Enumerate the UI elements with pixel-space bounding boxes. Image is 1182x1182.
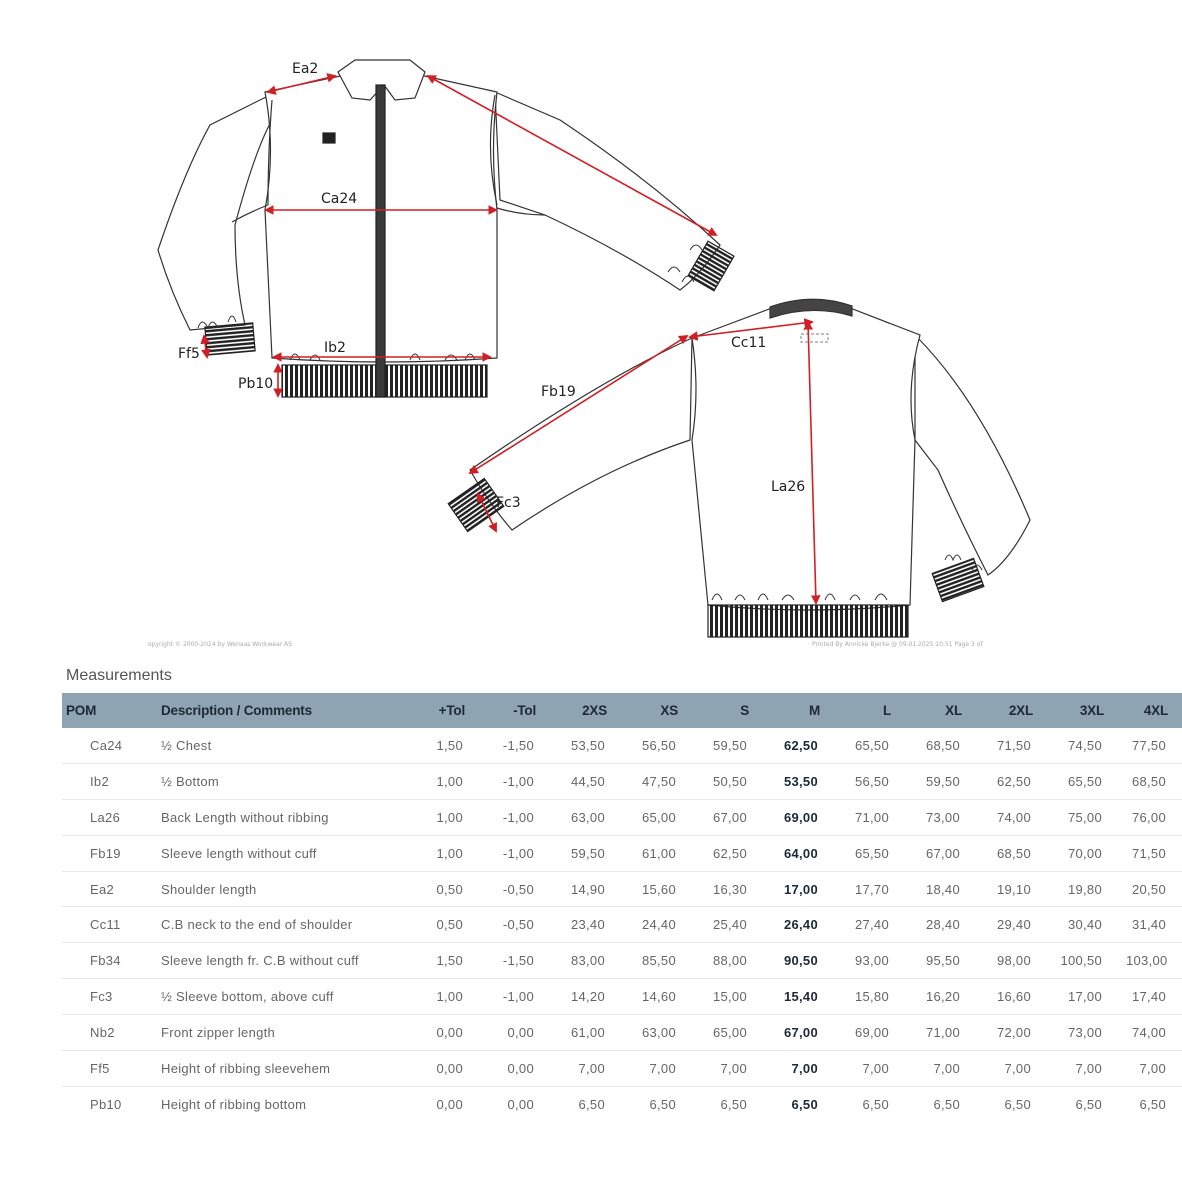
table-row <box>62 907 1182 943</box>
measurement-value: 65,00 <box>625 799 696 835</box>
measurement-value: 6,50 <box>578 1096 605 1112</box>
measurement-value: 26,40 <box>767 907 838 943</box>
description: Sleeve length without cuff <box>157 835 412 871</box>
measurement-value: 65,50 <box>838 728 909 763</box>
measurement-value: 29,40 <box>980 907 1051 943</box>
measurement-value: 63,00 <box>625 1015 696 1051</box>
measurement-value: -1,50 <box>483 943 554 979</box>
measurement-value: 1,00 <box>412 979 483 1015</box>
measurement-value: 16,30 <box>696 871 767 907</box>
label-pb10: Pb10 <box>238 376 274 392</box>
measurement-value: 77,50 <box>1122 728 1182 763</box>
measurement-value: 64,00 <box>767 835 838 871</box>
measurement-value: 90,50 <box>767 943 838 979</box>
measurement-value: 7,00 <box>909 1051 980 1087</box>
column-header: L <box>882 703 891 718</box>
table-row <box>62 1051 1182 1087</box>
measurement-value: 75,00 <box>1051 799 1122 835</box>
measurement-value: 16,20 <box>909 979 980 1015</box>
measurement-value: 7,00 <box>625 1051 696 1087</box>
measurement-value: 47,50 <box>625 763 696 799</box>
measurement-value: 85,50 <box>625 943 696 979</box>
measurement-value: 7,00 <box>980 1051 1051 1087</box>
measurement-value: 24,40 <box>625 907 696 943</box>
measurement-value: 6,50 <box>1139 1096 1166 1112</box>
measurement-value: 70,00 <box>1051 835 1122 871</box>
measurement-value: 17,00 <box>767 871 838 907</box>
measurement-value: 53,50 <box>554 728 625 763</box>
pom-code: Nb2 <box>62 1015 157 1051</box>
measurement-value: 0,50 <box>412 871 483 907</box>
measurement-value: 0,00 <box>483 1051 554 1087</box>
measurement-value: 68,50 <box>909 728 980 763</box>
measurement-value: -0,50 <box>483 871 554 907</box>
measurement-value: 56,50 <box>625 728 696 763</box>
measurement-value: 93,00 <box>838 943 909 979</box>
table-row <box>62 943 1182 979</box>
measurement-value: 7,00 <box>838 1051 909 1087</box>
measurement-value: 1,00 <box>412 835 483 871</box>
measurement-value: 7,00 <box>1051 1051 1122 1087</box>
measurement-value: 73,00 <box>909 799 980 835</box>
column-header: XL <box>945 703 962 718</box>
measurement-value: 15,00 <box>696 979 767 1015</box>
pom-code: Fb34 <box>62 943 157 979</box>
pom-code: Ca24 <box>62 728 157 763</box>
measurement-value: 56,50 <box>838 763 909 799</box>
measurement-value: 65,50 <box>1051 763 1122 799</box>
measurement-value: 0,00 <box>436 1096 463 1112</box>
measurement-value: 50,50 <box>696 763 767 799</box>
measurement-value: 71,00 <box>838 799 909 835</box>
table-row <box>62 799 1182 835</box>
measurement-value: 18,40 <box>909 871 980 907</box>
measurement-value: -0,50 <box>483 907 554 943</box>
label-fb19: Fb19 <box>541 384 576 400</box>
column-header: S <box>740 703 749 718</box>
description: Sleeve length fr. C.B without cuff <box>157 943 412 979</box>
measurements-body <box>62 728 1182 1122</box>
measurement-value: 14,90 <box>554 871 625 907</box>
measurement-value: 67,00 <box>696 799 767 835</box>
description: ½ Sleeve bottom, above cuff <box>157 979 412 1015</box>
label-ea2: Ea2 <box>292 61 319 77</box>
measurement-value: 61,00 <box>554 1015 625 1051</box>
description: ½ Bottom <box>157 763 412 799</box>
description: Front zipper length <box>157 1015 412 1051</box>
measurement-value: 7,00 <box>554 1051 625 1087</box>
pom-code: Cc11 <box>62 907 157 943</box>
back-right-sleeve <box>915 335 1030 575</box>
measurement-value: -1,00 <box>483 799 554 835</box>
measurement-value: 28,40 <box>909 907 980 943</box>
measurement-value: 67,00 <box>767 1015 838 1051</box>
measurement-value: -1,00 <box>483 979 554 1015</box>
table-row <box>62 1015 1182 1051</box>
measurements-title: Measurements <box>66 667 172 684</box>
description: Shoulder length <box>157 871 412 907</box>
table-row <box>62 979 1182 1015</box>
column-header: 2XS <box>582 703 607 718</box>
measurements-header-row <box>62 693 1182 728</box>
column-header: POM <box>66 703 97 718</box>
back-body <box>692 308 920 610</box>
description: Height of ribbing sleevehem <box>157 1051 412 1087</box>
column-header: +Tol <box>438 703 465 718</box>
measurement-value: 68,50 <box>980 835 1051 871</box>
measurement-value: 59,50 <box>909 763 980 799</box>
front-left-cuff <box>205 323 255 355</box>
measurement-value: 6,50 <box>1075 1096 1102 1112</box>
measurement-value: 0,00 <box>412 1051 483 1087</box>
pom-code: Ib2 <box>62 763 157 799</box>
measurement-value: 20,50 <box>1122 871 1182 907</box>
column-header: 4XL <box>1143 703 1168 718</box>
table-row <box>62 871 1182 907</box>
measurement-value: 76,00 <box>1122 799 1182 835</box>
measurement-value: 62,50 <box>980 763 1051 799</box>
measurement-value: 62,50 <box>696 835 767 871</box>
measurement-value: 14,20 <box>554 979 625 1015</box>
measurement-value: 73,00 <box>1051 1015 1122 1051</box>
measurement-value: 88,00 <box>696 943 767 979</box>
measurement-value: 71,50 <box>980 728 1051 763</box>
measurement-value: 71,00 <box>909 1015 980 1051</box>
sketch-footer-right: Printed By Annicke Bjerke @ 09.01.2025 10:51 Page 3 of <box>812 641 983 648</box>
table-row <box>62 728 1182 763</box>
measurement-value: 103,00 <box>1122 943 1182 979</box>
pom-code: La26 <box>62 799 157 835</box>
column-header: M <box>808 703 820 718</box>
measurement-value: 1,50 <box>412 728 483 763</box>
column-header: 3XL <box>1079 703 1104 718</box>
measurement-value: 6,50 <box>649 1096 676 1112</box>
measurement-value: 0,50 <box>412 907 483 943</box>
measurement-value: 19,80 <box>1051 871 1122 907</box>
measurement-value: 69,00 <box>767 799 838 835</box>
measurement-value: 17,40 <box>1122 979 1182 1015</box>
measurement-value: 15,40 <box>767 979 838 1015</box>
measurement-value: 74,50 <box>1051 728 1122 763</box>
measurement-value: 0,00 <box>483 1015 554 1051</box>
measurement-value: 0,00 <box>412 1015 483 1051</box>
measurement-value: -1,00 <box>483 763 554 799</box>
measurement-value: 74,00 <box>1122 1015 1182 1051</box>
back-hem-ribbing <box>708 605 908 637</box>
column-header: XS <box>660 703 678 718</box>
column-header: Description / Comments <box>161 703 312 718</box>
measurement-value: 62,50 <box>767 728 838 763</box>
pom-code: Fc3 <box>62 979 157 1015</box>
label-cc11: Cc11 <box>731 335 767 351</box>
label-ff5: Ff5 <box>178 346 200 362</box>
pom-code: Ff5 <box>62 1051 157 1087</box>
description: ½ Chest <box>157 728 412 763</box>
measurement-value: 83,00 <box>554 943 625 979</box>
description: Height of ribbing bottom <box>161 1096 307 1112</box>
column-header: -Tol <box>513 703 536 718</box>
measurement-value: 1,00 <box>412 763 483 799</box>
measurement-value: 1,00 <box>412 799 483 835</box>
measurement-value: -1,00 <box>483 835 554 871</box>
measurement-value: 61,00 <box>625 835 696 871</box>
measurement-value: 6,50 <box>720 1096 747 1112</box>
measurement-value: 67,00 <box>909 835 980 871</box>
measurement-value: 63,00 <box>554 799 625 835</box>
measurement-value: 23,40 <box>554 907 625 943</box>
description: C.B neck to the end of shoulder <box>157 907 412 943</box>
front-view <box>158 60 734 397</box>
measurement-value: 95,50 <box>909 943 980 979</box>
measurement-value: 14,60 <box>625 979 696 1015</box>
measurement-value: 44,50 <box>554 763 625 799</box>
measurement-value: 7,00 <box>767 1051 838 1087</box>
measurement-value: 15,60 <box>625 871 696 907</box>
measurement-value: 53,50 <box>767 763 838 799</box>
description: Back Length without ribbing <box>157 799 412 835</box>
measurement-value: 65,50 <box>838 835 909 871</box>
front-right-sleeve <box>495 92 720 290</box>
sketch-footer-left: opyright © 2000-2024 by Wenaas Workwear AS <box>148 641 293 648</box>
label-fc3: Fc3 <box>496 495 521 511</box>
measurement-value: 59,50 <box>696 728 767 763</box>
measurement-value: -1,50 <box>483 728 554 763</box>
pom-code: Pb10 <box>90 1096 122 1112</box>
measurement-value: 65,00 <box>696 1015 767 1051</box>
measurement-value: 69,00 <box>838 1015 909 1051</box>
measurement-value: 30,40 <box>1051 907 1122 943</box>
table-row <box>62 1086 1182 1121</box>
table-row <box>62 763 1182 799</box>
measurement-value: 6,50 <box>1004 1096 1031 1112</box>
measurement-value: 100,50 <box>1051 943 1122 979</box>
table-row <box>62 835 1182 871</box>
measurement-value: 6,50 <box>791 1096 818 1112</box>
measurement-value: 19,10 <box>980 871 1051 907</box>
measurement-value: 68,50 <box>1122 763 1182 799</box>
label-ca24: Ca24 <box>321 191 358 207</box>
measurement-value: 16,60 <box>980 979 1051 1015</box>
measurement-value: 72,00 <box>980 1015 1051 1051</box>
measurement-value: 17,00 <box>1051 979 1122 1015</box>
measurement-value: 27,40 <box>838 907 909 943</box>
front-left-sleeve <box>158 95 272 330</box>
label-la26: La26 <box>771 479 806 495</box>
measurement-value: 15,80 <box>838 979 909 1015</box>
measurement-value: 59,50 <box>554 835 625 871</box>
measurement-value: 25,40 <box>696 907 767 943</box>
measurement-value: 0,00 <box>507 1096 534 1112</box>
pom-code: Fb19 <box>62 835 157 871</box>
measurement-value: 7,00 <box>1122 1051 1182 1087</box>
measurement-value: 98,00 <box>980 943 1051 979</box>
measurement-value: 31,40 <box>1122 907 1182 943</box>
measurement-value: 6,50 <box>862 1096 889 1112</box>
measurements-table <box>62 693 1182 1122</box>
measurement-value: 7,00 <box>696 1051 767 1087</box>
measurement-value: 17,70 <box>838 871 909 907</box>
measurement-value: 1,50 <box>412 943 483 979</box>
front-zipper <box>376 85 385 397</box>
measurement-value: 6,50 <box>933 1096 960 1112</box>
label-ib2: Ib2 <box>324 340 346 356</box>
measurement-value: 71,50 <box>1122 835 1182 871</box>
measurement-value: 74,00 <box>980 799 1051 835</box>
column-header: 2XL <box>1008 703 1033 718</box>
front-logo <box>323 133 335 143</box>
pom-code: Ea2 <box>62 871 157 907</box>
